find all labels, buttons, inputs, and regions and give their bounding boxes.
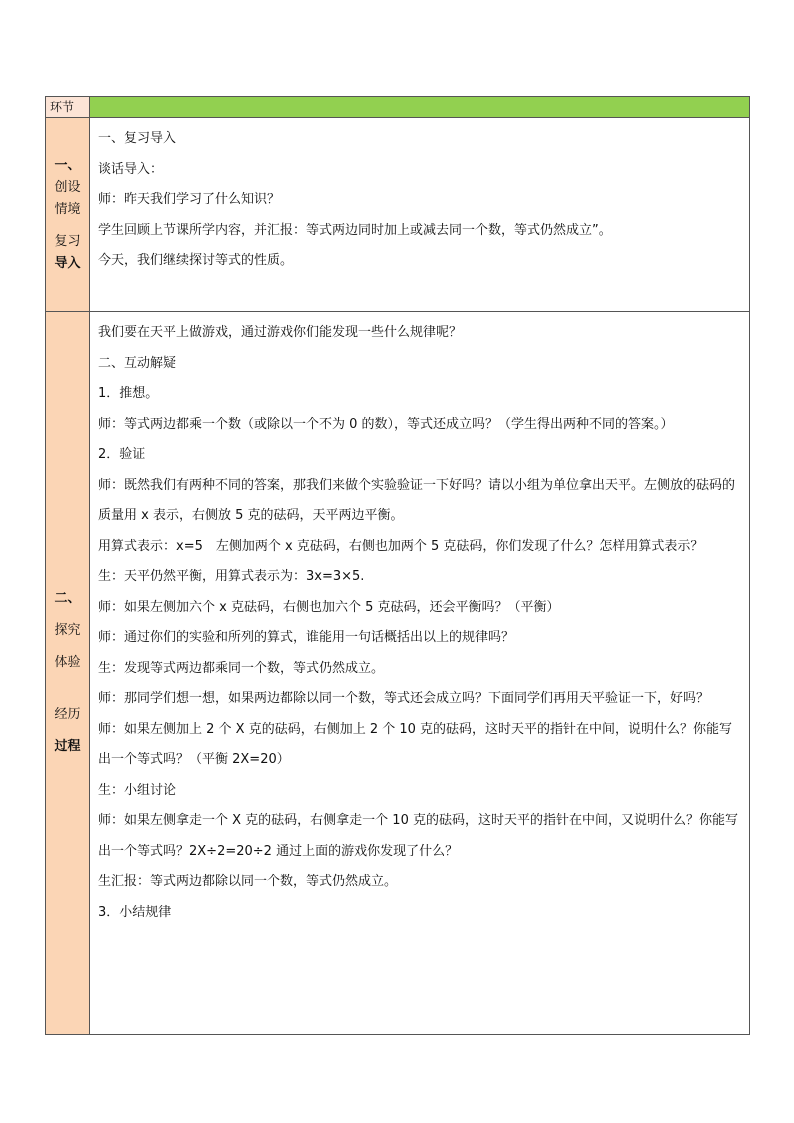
stage2-line-3: 师：等式两边都乘一个数（或除以一个不为 0 的数），等式还成立吗？（学生得出两种不同的答案。） [98, 416, 674, 432]
stage2-line-1: 二、互动解疑 [98, 355, 177, 371]
stage2-line-9: 师：通过你们的实验和所列的算式，谁能用一句话概括出以上的规律吗？ [98, 630, 515, 645]
stage2-line-2: 1．推想。 [98, 386, 159, 401]
stage1-line-0: 一、复习导入 [98, 131, 177, 146]
stage2-title-d: 经历 [54, 707, 81, 722]
stage1-title-c: 情境 [54, 201, 81, 217]
stage2-title-b: 探究 [54, 623, 81, 638]
header-row [46, 97, 750, 118]
stage1-line-4: 今天，我们继续探讨等式的性质。 [98, 253, 294, 268]
stage2-line-14: 师：如果左侧拿走一个 X 克的砝码，右侧拿走一个 10 克的砝码，这时天平的指针在中间，又说明什么？你能写出一个等式吗？2X÷2=20÷2 通过上面的游戏你发现了什么？ [98, 813, 738, 859]
stage1-line-3: 学生回顾上节课所学内容，并汇报：等式两边同时加上或减去同一个数，等式仍然成立”。 [98, 222, 612, 238]
stage1-title-a: 一、 [54, 157, 81, 173]
stage1-title-b: 创设 [54, 179, 81, 195]
stage2-line-7: 生：天平仍然平衡，用算式表示为：3x=3×5. [98, 569, 365, 584]
stage2-line-12: 师：如果左侧加上 2 个 X 克的砝码，右侧加上 2 个 10 克的砝码，这时天平的指针在中间，说明什么？你能写出一个等式吗？（平衡 2X=20） [98, 721, 733, 767]
stage2-line-0: 我们要在天平上做游戏，通过游戏你们能发现一些什么规律呢？ [98, 325, 463, 340]
stage2-line-5: 师：既然我们有两种不同的答案，那我们来做个实验验证一下好吗？请以小组为单位拿出天平。左侧放的砝码的质量用 x 表示，右侧放 5 克的砝码，天平两边平衡。 [98, 477, 736, 523]
stage2-line-16: 3．小结规律 [98, 904, 172, 920]
header-label: 环节 [46, 97, 90, 118]
stage1-title-e: 导入 [54, 255, 81, 271]
stage2-line-6: 用算式表示：x=5 左侧加两个 x 克砝码，右侧也加两个 5 克砝码，你们发现了什么？怎样用算式表示？ [98, 538, 704, 554]
stage2-title-e: 过程 [54, 739, 81, 754]
stage2-line-8: 师：如果左侧加六个 x 克砝码，右侧也加六个 5 克砝码，还会平衡吗？（平衡） [98, 599, 560, 615]
lesson-plan-table [45, 96, 750, 1035]
stage2-line-4: 2．验证 [98, 447, 146, 462]
stage1-line-2: 师：昨天我们学习了什么知识？ [98, 192, 281, 207]
stage2-line-10: 生：发现等式两边都乘同一个数，等式仍然成立。 [98, 660, 385, 676]
stage2-label-cell [46, 312, 90, 1035]
header-bar [90, 97, 750, 118]
stage1-title-d: 复习 [54, 233, 81, 249]
stage1-label-cell [46, 118, 90, 312]
stage2-line-11: 师：那同学们想一想，如果两边都除以同一个数，等式还会成立吗？下面同学们再用天平验证一下，好吗？ [98, 691, 710, 706]
stage2-title-c: 体验 [54, 655, 81, 670]
stage-row-2 [46, 312, 750, 1035]
stage-row-1 [46, 118, 750, 312]
stage2-line-13: 生：小组讨论 [98, 782, 177, 798]
stage1-content-cell [90, 118, 750, 312]
stage1-line-1: 谈话导入： [98, 161, 164, 177]
stage2-title-a: 二、 [54, 591, 81, 606]
stage2-content-cell [90, 312, 750, 1035]
stage2-line-15: 生汇报：等式两边都除以同一个数，等式仍然成立。 [98, 874, 398, 889]
